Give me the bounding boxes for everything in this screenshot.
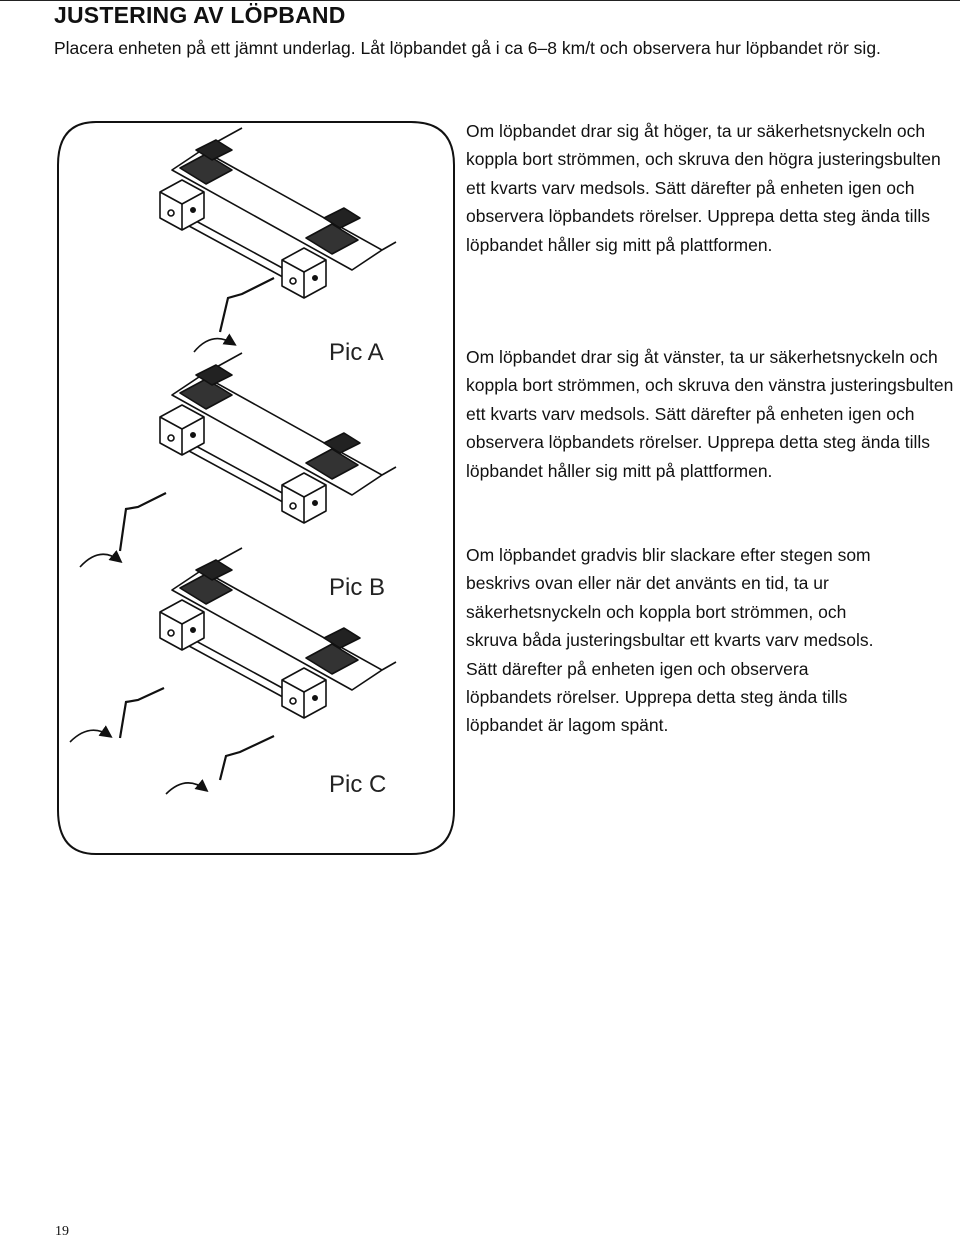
pic-a-label: Pic A xyxy=(329,339,384,366)
treadmill-adjustment-illustration xyxy=(56,120,456,856)
pic-b-label: Pic B xyxy=(329,574,386,601)
rotate-arrow-icon xyxy=(194,339,234,352)
rotate-arrow-icon xyxy=(70,730,110,742)
pic-b-unit xyxy=(80,353,396,567)
rotate-arrow-icon xyxy=(80,554,120,567)
intro-text: Placera enheten på ett jämnt underlag. Låt löpbandet gå i ca 6–8 km/t och observera hur löpbandet rör sig. xyxy=(54,38,881,58)
rotate-arrow-icon xyxy=(166,783,206,794)
page-title: JUSTERING AV LÖPBAND xyxy=(54,2,346,28)
instruction-right-drift: Om löpbandet drar sig åt höger, ta ur säkerhetsnyckeln och koppla bort strömmen, och skruva den högra justeringsbulten ett kvarts varv medsols. Sätt därefter på enheten igen och observera löpbandets rörelser. Upprepa detta steg ända tills löpbandet håller sig mitt på plattformen. xyxy=(466,121,941,255)
instruction-slack-belt: Om löpbandet gradvis blir slackare efter stegen som beskrivs ovan eller när det använts en tid, ta ur säkerhetsnyckeln och koppla bort strömmen, och skruva båda justeringsbultar ett kvarts varv medsols. Sätt därefter på enheten igen och observera löpbandets rörelser. Upprepa detta steg ända tills löpbandet är lagom spänt. xyxy=(466,545,874,736)
instruction-left-drift: Om löpbandet drar sig åt vänster, ta ur säkerhetsnyckeln och koppla bort strömmen, och skruva den vänstra justeringsbulten ett kvarts varv medsols. Sätt därefter på enheten igen och observera löpbandets rörelser. Upprepa detta steg ända tills löpbandet håller sig mitt på plattformen. xyxy=(466,347,954,481)
page-number: 19 xyxy=(55,1224,69,1239)
pic-a-unit xyxy=(160,128,396,352)
pic-c-label: Pic C xyxy=(329,771,387,798)
top-rule xyxy=(0,0,960,1)
